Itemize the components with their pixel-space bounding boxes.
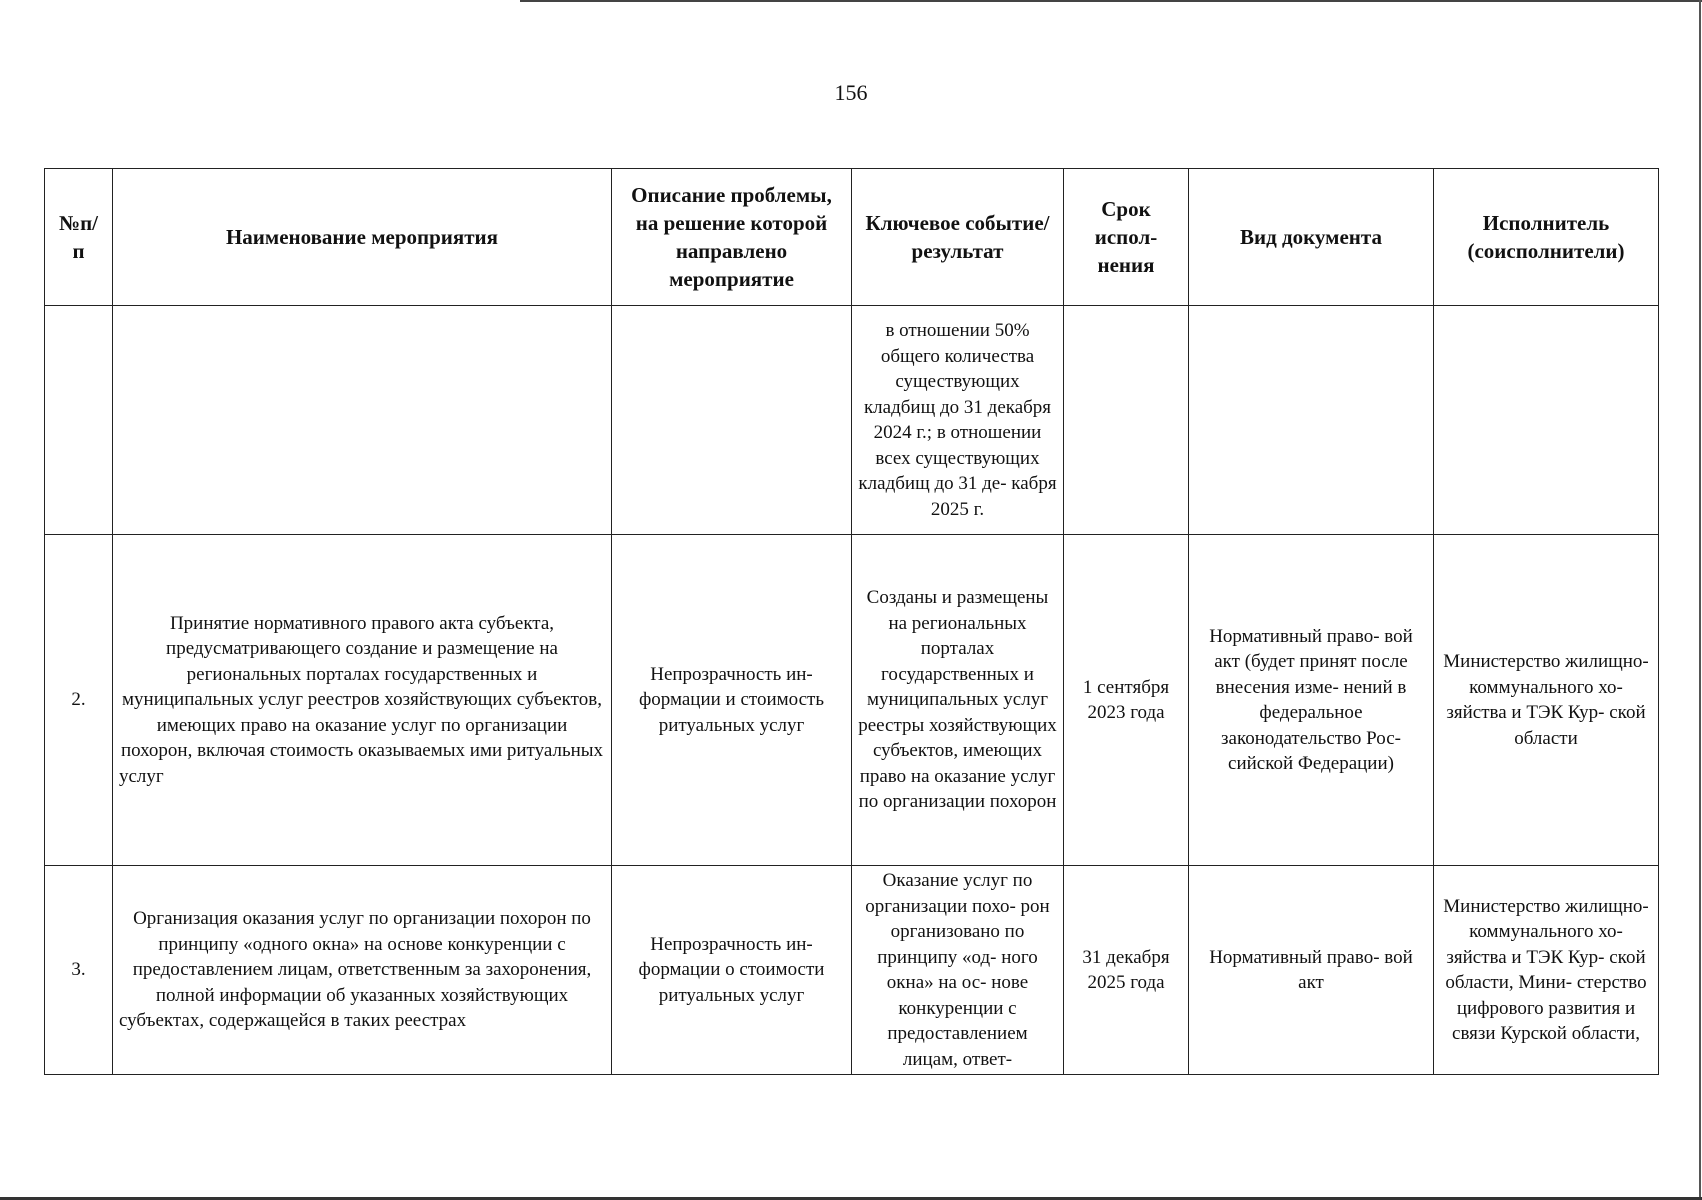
cell-result: Созданы и размещены на региональных порталах государственных и муниципальных услуг реестры хозяйствующих субъектов, имеющих право на оказание услуг по организации похорон [852, 535, 1064, 866]
cell-executor: Министерство жилищно- коммунального хо- зяйства и ТЭК Кур- ской области, Мини- стерство цифрового развития и связи Курской области, [1434, 866, 1659, 1075]
cell-deadline [1064, 306, 1189, 535]
cell-num: 3. [45, 866, 113, 1075]
page-number: 156 [834, 80, 868, 105]
scan-right-edge [1699, 0, 1701, 1200]
cell-problem: Непрозрачность ин- формации о стоимости ритуальных услуг [612, 866, 852, 1075]
table-row [45, 306, 1659, 535]
cell-executor [1434, 306, 1659, 535]
cell-name: Принятие нормативного правого акта субъекта, предусматривающего создание и размещение на региональных порталах государственных и муниципальных услуг реестров хозяйствующих субъектов, имеющих право на оказание услуг по организации похорон, включая стоимость оказываемых ими ритуальных услуг [113, 535, 612, 866]
cell-doc-type: Нормативный право- вой акт [1189, 866, 1434, 1075]
cell-num: 2. [45, 535, 113, 866]
cell-doc-type [1189, 306, 1434, 535]
action-plan-table [44, 168, 1659, 1075]
cell-problem [612, 306, 852, 535]
header-num: №п/ п [45, 169, 113, 306]
header-problem: Описание проблемы, на решение которой направлено мероприятие [612, 169, 852, 306]
header-result: Ключевое событие/ результат [852, 169, 1064, 306]
scan-top-edge [520, 0, 1702, 2]
cell-doc-type: Нормативный право- вой акт (будет принят после внесения изме- нений в федеральное законодательство Рос- сийской Федерации) [1189, 535, 1434, 866]
table-row [45, 866, 1659, 1075]
cell-result: в отношении 50% общего количества существующих кладбищ до 31 декабря 2024 г.; в отношении всех существующих кладбищ до 31 де- кабря 2025 г. [852, 306, 1064, 535]
header-doc-type: Вид документа [1189, 169, 1434, 306]
cell-executor: Министерство жилищно- коммунального хо- зяйства и ТЭК Кур- ской области [1434, 535, 1659, 866]
cell-num [45, 306, 113, 535]
cell-name [113, 306, 612, 535]
cell-result: Оказание услуг по организации похо- рон организовано по принципу «од- ного окна» на ос- нове конкуренции с предоставлением лицам, ответ- [852, 866, 1064, 1075]
table-header-row [45, 169, 1659, 306]
cell-deadline: 1 сентября 2023 года [1064, 535, 1189, 866]
table-row [45, 535, 1659, 866]
header-executor: Исполнитель (соисполнители) [1434, 169, 1659, 306]
cell-problem: Непрозрачность ин- формации и стоимость ритуальных услуг [612, 535, 852, 866]
cell-deadline: 31 декабря 2025 года [1064, 866, 1189, 1075]
cell-name: Организация оказания услуг по организации похорон по принципу «одного окна» на основе конкуренции с предоставлением лицам, ответственным за захоронения, полной информации об указанных хозяйствующих субъектах, содержащейся в таких реестрах [113, 866, 612, 1075]
header-name: Наименование мероприятия [113, 169, 612, 306]
header-deadline: Срок испол- нения [1064, 169, 1189, 306]
